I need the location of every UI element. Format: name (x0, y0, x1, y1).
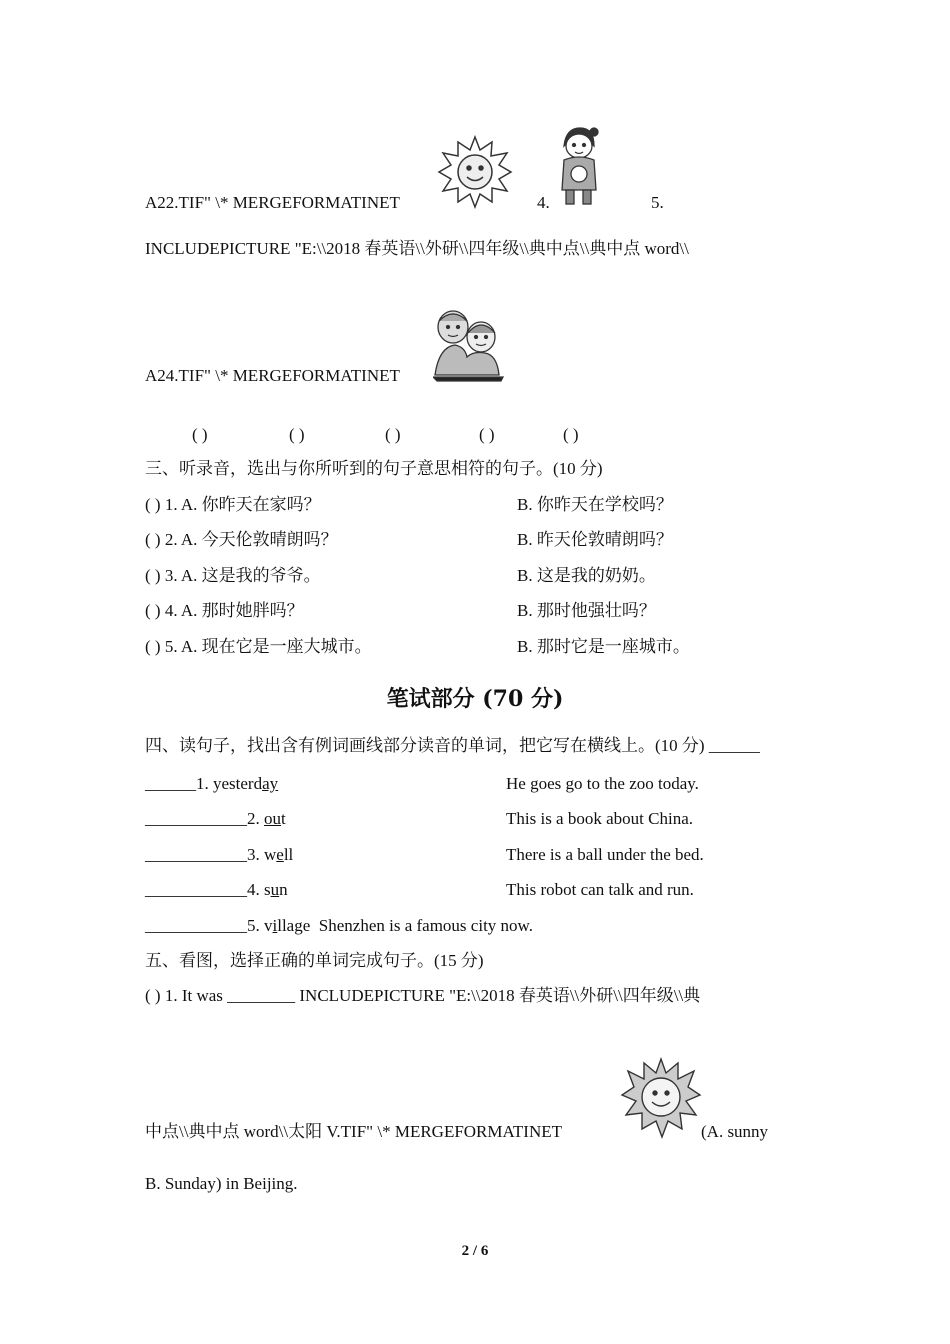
q4-item-1-word-start: yesterd (213, 774, 263, 793)
q4-item-2 (145, 809, 286, 829)
q4-item-1-blank[interactable]: ______ (145, 774, 196, 793)
q3-item-5-b: B. 那时它是一座城市。 (517, 637, 690, 656)
q2-bracket-5[interactable]: ( ) (563, 425, 579, 444)
q5-line-1: ( ) 1. It was ________ INCLUDEPICTURE "E:\\2018 春英语\\外研\\四年级\\典 (145, 986, 701, 1005)
q3-item-3[interactable] (145, 566, 321, 586)
q2-bracket-3[interactable]: ( ) (385, 425, 401, 444)
q3-item-5[interactable] (145, 637, 372, 657)
q4-item-4-blank[interactable]: ____________ (145, 880, 247, 899)
q2-number-5: 5. (651, 193, 664, 212)
q4-item-5-blank[interactable]: ____________ (145, 916, 247, 935)
q3-item-1[interactable] (145, 495, 321, 515)
q4-item-5-number: 5. (247, 916, 264, 935)
q4-item-5 (145, 916, 533, 936)
q4-item-5-word-end: llage (277, 916, 311, 935)
q3-item-4-b: B. 那时他强壮吗？ (517, 601, 656, 620)
q4-item-2-blank[interactable]: ____________ (145, 809, 247, 828)
q3-item-4[interactable] (145, 601, 304, 621)
q3-item-4-a: ( ) 4. A. 那时她胖吗？ (145, 601, 304, 620)
q4-item-5-word-start: v (264, 916, 273, 935)
q4-item-1-word-underlined: ay (262, 774, 279, 793)
q4-item-4-sentence: This robot can talk and run. (506, 880, 694, 899)
q4-item-4 (145, 880, 288, 900)
q3-item-1-a: ( ) 1. A. 你昨天在家吗？ (145, 495, 321, 514)
q4-item-3-word-end: ll (283, 845, 294, 864)
q4-item-5-word-underlined: i (272, 916, 278, 935)
q2-row2-text: INCLUDEPICTURE "E:\\2018 春英语\\外研\\四年级\\典中点\\典中点 word\\ (145, 239, 689, 258)
q4-item-5-sentence: Shenzhen is a famous city now. (318, 916, 533, 935)
q4-item-3 (145, 845, 293, 865)
sun-picture-2 (620, 1057, 702, 1139)
q4-item-1-number: 1. (196, 774, 213, 793)
q4-item-1-sentence: He goes go to the zoo today. (506, 774, 699, 793)
grandparents-picture (433, 307, 507, 385)
q2-bracket-1[interactable]: ( ) (192, 425, 208, 444)
q5-line-3: B. Sunday) in Beijing. (145, 1174, 298, 1193)
q5-line-2-options: (A. sunny (701, 1122, 769, 1141)
q4-item-3-word-underlined: e (276, 845, 284, 864)
q4-item-3-sentence: There is a ball under the bed. (506, 845, 704, 864)
q4-item-3-number: 3. (247, 845, 264, 864)
q2-number-4: 4. (537, 193, 550, 212)
q5-line-2: 中点\\典中点 word\\太阳 V.TIF" \* MERGEFORMATINET (145, 1122, 562, 1141)
q2-row3-text: A24.TIF" \* MERGEFORMATINET (145, 366, 400, 385)
q4-item-2-word-end: t (281, 809, 286, 828)
q3-item-2-b: B. 昨天伦敦晴朗吗？ (517, 530, 673, 549)
q3-heading: 三、听录音，选出与你所听到的句子意思相符的句子。(10 分) (145, 459, 603, 478)
q4-item-1 (145, 774, 278, 794)
q4-item-4-number: 4. (247, 880, 264, 899)
q4-item-2-sentence: This is a book about China. (506, 809, 693, 828)
girl-picture (556, 124, 602, 208)
q3-item-3-a: ( ) 3. A. 这是我的爷爷。 (145, 566, 321, 585)
sun-picture-1 (437, 135, 513, 209)
q4-item-2-word-underlined: ou (264, 809, 281, 828)
q4-item-4-word-start: s (264, 880, 271, 899)
q3-item-1-b: B. 你昨天在学校吗？ (517, 495, 673, 514)
q4-item-4-word-underlined: u (270, 880, 280, 899)
q4-item-4-word-end: n (279, 880, 288, 899)
section-title: 笔试部分 (70 分) (386, 686, 564, 712)
q3-item-2-a: ( ) 2. A. 今天伦敦晴朗吗？ (145, 530, 338, 549)
q4-heading: 四、读句子，找出含有例词画线部分读音的单词，把它写在横线上。(10 分) ______ (145, 736, 760, 755)
q5-heading: 五、看图，选择正确的单词完成句子。(15 分) (145, 951, 484, 970)
q4-item-3-word-start: w (264, 845, 277, 864)
q2-bracket-2[interactable]: ( ) (289, 425, 305, 444)
q3-item-2[interactable] (145, 530, 338, 550)
q2-row1-text: A22.TIF" \* MERGEFORMATINET (145, 193, 400, 212)
q2-bracket-4[interactable]: ( ) (479, 425, 495, 444)
page-number: 2 / 6 (461, 1243, 489, 1259)
q4-item-2-number: 2. (247, 809, 264, 828)
q3-item-5-a: ( ) 5. A. 现在它是一座大城市。 (145, 637, 372, 656)
q4-item-3-blank[interactable]: ____________ (145, 845, 247, 864)
q3-item-3-b: B. 这是我的奶奶。 (517, 566, 656, 585)
